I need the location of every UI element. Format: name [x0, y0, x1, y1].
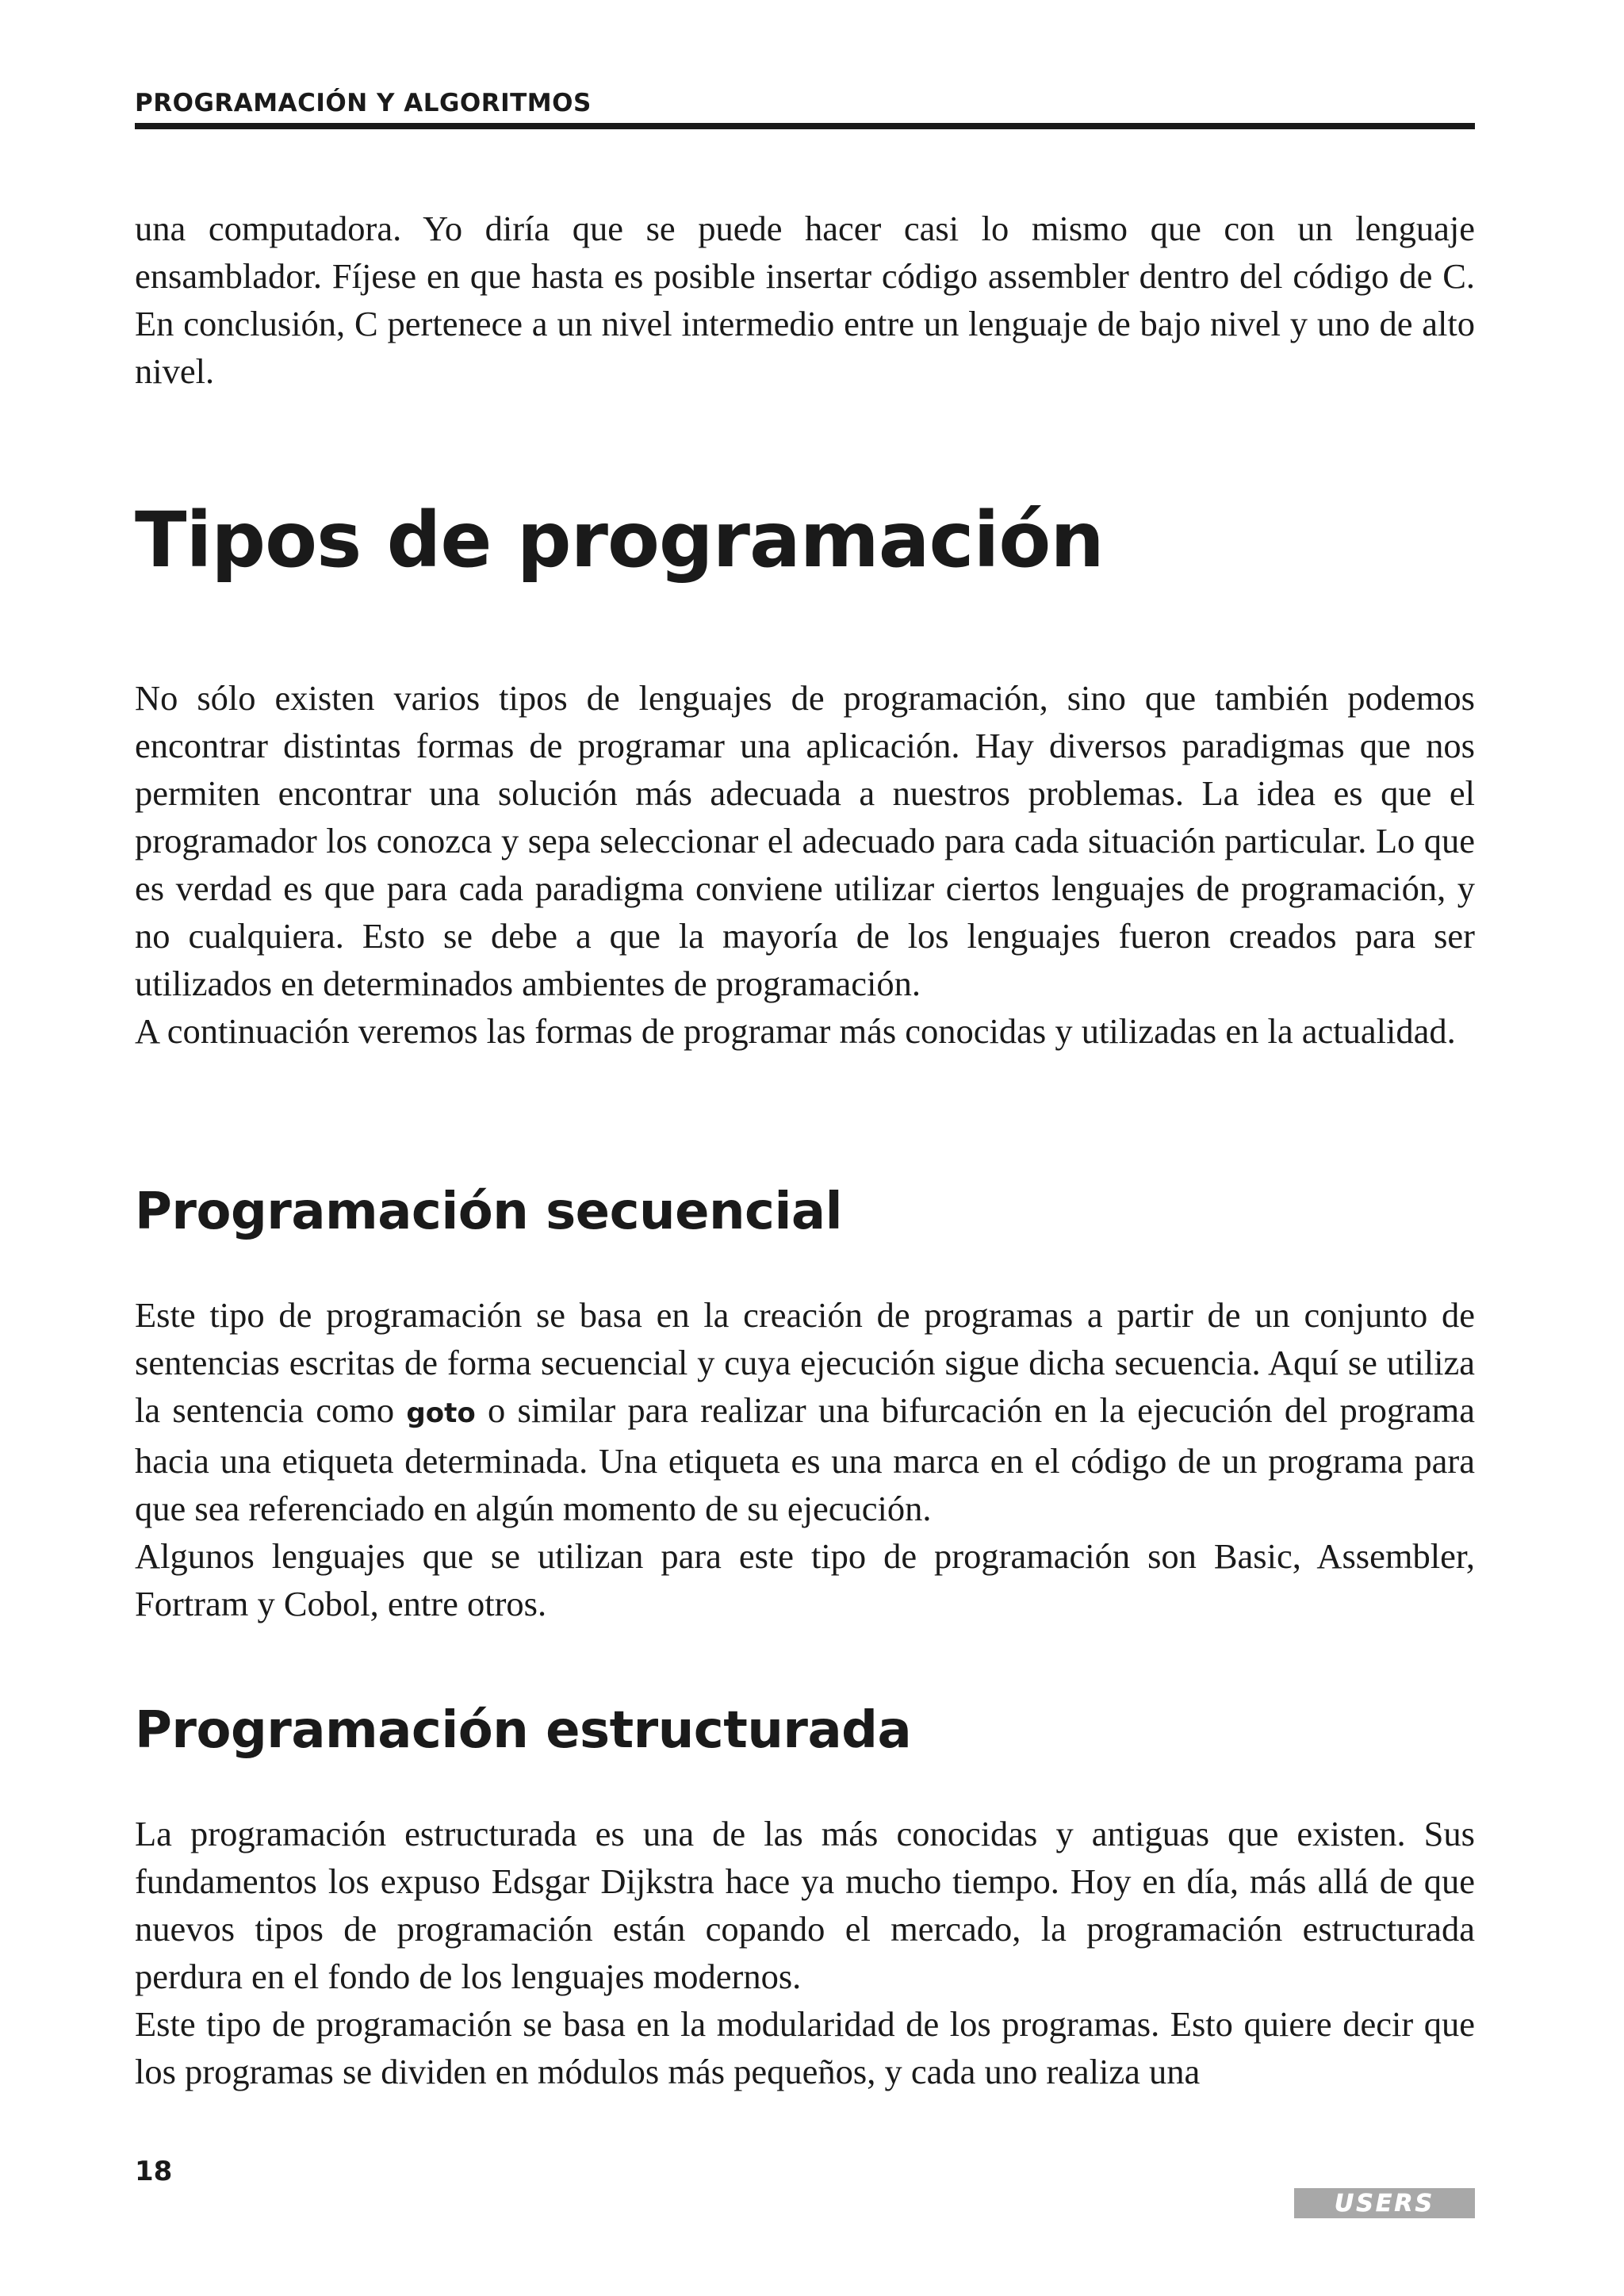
- goto-keyword: goto: [406, 1397, 476, 1429]
- tipos-paragraph-1: No sólo existen varios tipos de lenguajes de programación, sino que también podemos encontrar distintas formas de programar una aplicación. Hay diversos paradigmas que nos permiten encontrar una solución más adecuada a nuestros problemas. La idea es que el programador los conozca y sepa seleccionar el adecuado para cada situación particular. Lo que es verdad es que para cada paradigma conviene utilizar ciertos lenguajes de programación, y no cualquiera. Esto se debe a que la mayoría de los lenguajes fueron creados para ser utilizados en determinados ambientes de programación.: [135, 678, 1475, 1003]
- estructurada-paragraph-2: Este tipo de programación se basa en la modularidad de los programas. Esto quiere decir que los programas se dividen en módulos más pequeños, y cada uno realiza una: [135, 2004, 1475, 2091]
- tipos-paragraph-2: A continuación veremos las formas de programar más conocidas y utilizadas en la actualidad.: [135, 1011, 1456, 1051]
- users-logo-text: USERS: [1334, 2191, 1435, 2216]
- estructurada-paragraph-1: La programación estructurada es una de las más conocidas y antiguas que existen. Sus fundamentos los expuso Edsgar Dijkstra hace ya mucho tiempo. Hoy en día, más allá de que nuevos tipos de programación están copando el mercado, la programación estructurada perdura en el fondo de los lenguajes modernos.: [135, 1814, 1475, 1996]
- secuencial-text-before: Este tipo de programación se basa en la creación de programas a partir de un conjunto de sentencias escritas de forma secuencial y cuya ejecución sigue dicha secuencia. Aquí se utiliza la sentencia como: [135, 1295, 1475, 1430]
- section-title-secuencial: Programación secuencial: [135, 1182, 843, 1241]
- intro-paragraph: una computadora. Yo diría que se puede hacer casi lo mismo que con un lenguaje ensamblador. Fíjese en que hasta es posible insertar código assembler dentro del código de C. En conclusión, C pertenece a un nivel intermedio entre un lenguaje de bajo nivel y uno de alto nivel.: [135, 209, 1475, 391]
- section-estructurada-body: [135, 1810, 1475, 2095]
- section-title-estructurada: Programación estructurada: [135, 1701, 912, 1760]
- secuencial-paragraph-2: Algunos lenguajes que se utilizan para este tipo de programación son Basic, Assembler, Fortram y Cobol, entre otros.: [135, 1536, 1475, 1623]
- book-page: [135, 0, 1475, 2296]
- section-title-tipos: Tipos de programación: [135, 496, 1104, 585]
- intro-block: [135, 205, 1475, 395]
- header-rule: [135, 123, 1475, 129]
- users-logo-wordmark: [1301, 2191, 1468, 2216]
- section-tipos-body: [135, 674, 1475, 1055]
- running-header: PROGRAMACIÓN Y ALGORITMOS: [135, 89, 592, 117]
- section-tipos: [135, 496, 1475, 584]
- secuencial-text-after: o similar para realizar una bifurcación en la ejecución del programa hacia una etiqueta determinada. Una etiqueta es una marca en el código de un programa para que sea referenciado en algún momento de su ejecución.: [135, 1390, 1476, 1528]
- page-number: 18: [135, 2156, 173, 2187]
- users-logo-icon: [1294, 2188, 1475, 2218]
- section-secuencial-body: [135, 1291, 1475, 1627]
- secuencial-paragraph-1: [135, 1291, 1475, 1532]
- section-secuencial: [135, 1180, 1475, 1244]
- section-estructurada: [135, 1699, 1475, 1762]
